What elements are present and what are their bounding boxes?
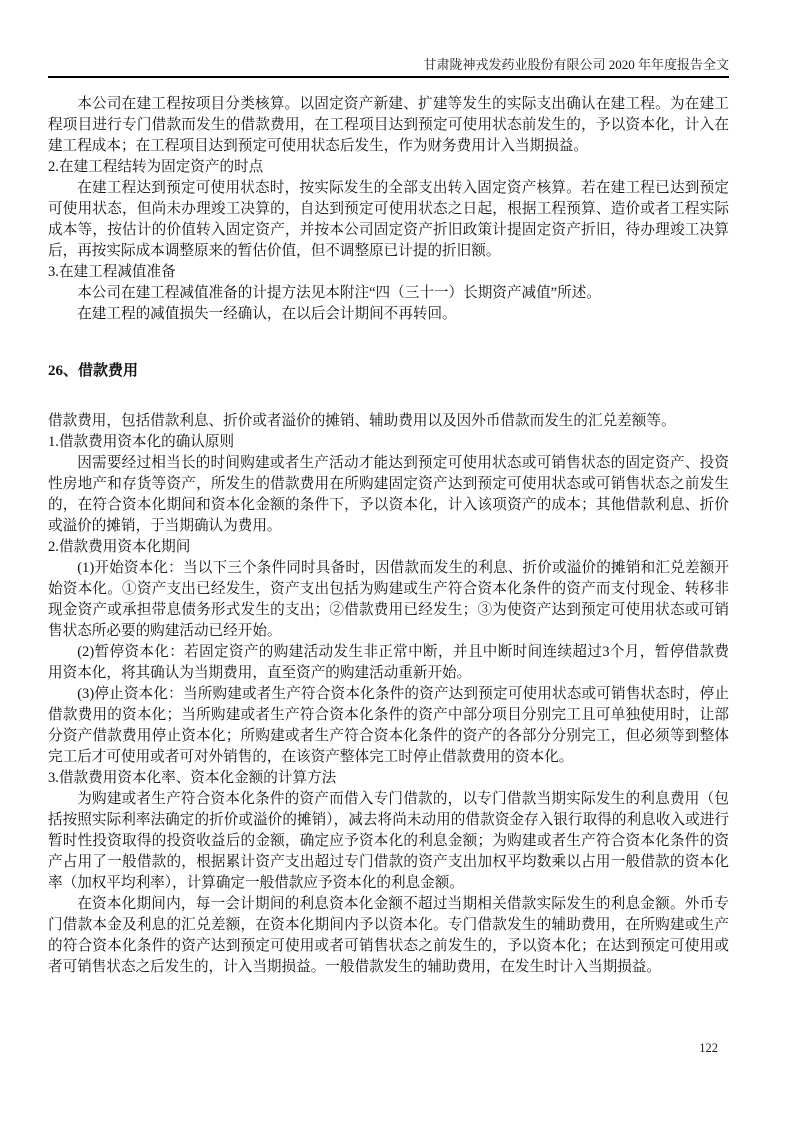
section-26-heading: 26、借款费用 xyxy=(48,363,139,379)
section-borrowing-costs xyxy=(48,411,729,978)
paragraph: (2)暂停资本化：若固定资产的购建活动发生非正常中断，并且中断时间连续超过3个月，暂停借款费用资本化，将其确认为当期费用，直至资产的购建活动重新开始。 xyxy=(48,644,729,681)
paragraph: (1)开始资本化：当以下三个条件同时具备时，因借款而发生的利息、折价或溢价的摊销和汇兑差额开始资本化。①资产支出已经发生，资产支出包括为购建或生产符合资本化条件的资产而支付现金、转移非现金资产或承担带息债务形式发生的支出；②借款费用已经发生；③为使资产达到预定可使用状态或可销售状态所必要的购建活动已经开始。 xyxy=(48,560,729,639)
paragraph: 在建工程达到预定可使用状态时，按实际发生的全部支出转入固定资产核算。若在建工程已达到预定可使用状态，但尚未办理竣工决算的，自达到预定可使用状态之日起，根据工程预算、造价或者工程实际成本等，按估计的价值转入固定资产，并按本公司固定资产折旧政策计提固定资产折旧，待办理竣工决算后，再按实际成本调整原来的暂估价值，但不调整原已计提的折旧额。 xyxy=(48,180,729,259)
page-header xyxy=(48,57,729,73)
subheading-capitalization-principle: 1.借款费用资本化的确认原则 xyxy=(48,434,235,450)
paragraph: 本公司在建工程按项目分类核算。以固定资产新建、扩建等发生的实际支出确认在建工程。为在建工程项目进行专门借款而发生的借款费用，在工程项目达到预定可使用状态前发生的，予以资本化，计入在建工程成本；在工程项目达到预定可使用状态后发生，作为财务费用计入当期损益。 xyxy=(48,96,729,154)
section-construction-in-progress xyxy=(48,94,729,325)
paragraph: 因需要经过相当长的时间购建或者生产活动才能达到预定可使用状态或可销售状态的固定资产、投资性房地产和存货等资产，所发生的借款费用在所购建固定资产达到预定可使用状态或可销售状态之前发生的，在符合资本化期间和资本化金额的条件下，予以资本化，计入该项资产的成本；其他借款利息、折价或溢价的摊销，于当期确认为费用。 xyxy=(48,455,729,534)
paragraph: 在资本化期间内，每一会计期间的利息资本化金额不超过当期相关借款实际发生的利息金额。外币专门借款本金及利息的汇兑差额，在资本化期间内予以资本化。专门借款发生的辅助费用，在所购建或生产的符合资本化条件的资产达到预定可使用或者可销售状态之前发生的，予以资本化；在达到预定可使用或者可销售状态之后发生的，计入当期损益。一般借款发生的辅助费用，在发生时计入当期损益。 xyxy=(48,896,729,975)
page-number: 122 xyxy=(699,1041,718,1055)
report-title: 甘肃陇神戎发药业股份有限公司 2020 年年度报告全文 xyxy=(423,57,729,72)
paragraph: 在建工程的减值损失一经确认，在以后会计期间不再转回。 xyxy=(77,306,457,322)
subheading-capitalization-period: 2.借款费用资本化期间 xyxy=(48,539,191,555)
paragraph: (3)停止资本化：当所购建或者生产符合资本化条件的资产达到预定可使用状态或可销售状态时，停止借款费用的资本化；当所购建或者生产符合资本化条件的资产中部分项目分别完工且可单独使用时，让部分资产借款费用停止资本化；所购建或者生产符合资本化条件的资产的各部分分别完工，但必须等到整体完工后才可使用或者可对外销售的，在该资产整体完工时停止借款费用的资本化。 xyxy=(48,686,729,765)
subheading-cip-impairment: 3.在建工程减值准备 xyxy=(48,264,176,280)
subheading-capitalization-rate-method: 3.借款费用资本化率、资本化金额的计算方法 xyxy=(48,770,337,786)
paragraph: 为购建或者生产符合资本化条件的资产而借入专门借款的，以专门借款当期实际发生的利息费用（包括按照实际利率法确定的折价或溢价的摊销），减去将尚未动用的借款资金存入银行取得的利息收入或进行暂时性投资取得的投资收益后的金额，确定应予资本化的利息金额；为购建或者生产符合资本化条件的资产占用了一般借款的，根据累计资产支出超过专门借款的资产支出加权平均数乘以占用一般借款的资本化率（加权平均利率），计算确定一般借款应予资本化的利息金额。 xyxy=(48,791,729,891)
subheading-cip-transfer-timing: 2.在建工程结转为固定资产的时点 xyxy=(48,159,264,175)
paragraph: 借款费用，包括借款利息、折价或者溢价的摊销、辅助费用以及因外币借款而发生的汇兑差额等。 xyxy=(48,413,676,429)
paragraph: 本公司在建工程减值准备的计提方法见本附注“四（三十一）长期资产减值”所述。 xyxy=(77,285,601,301)
header-divider xyxy=(48,76,729,78)
